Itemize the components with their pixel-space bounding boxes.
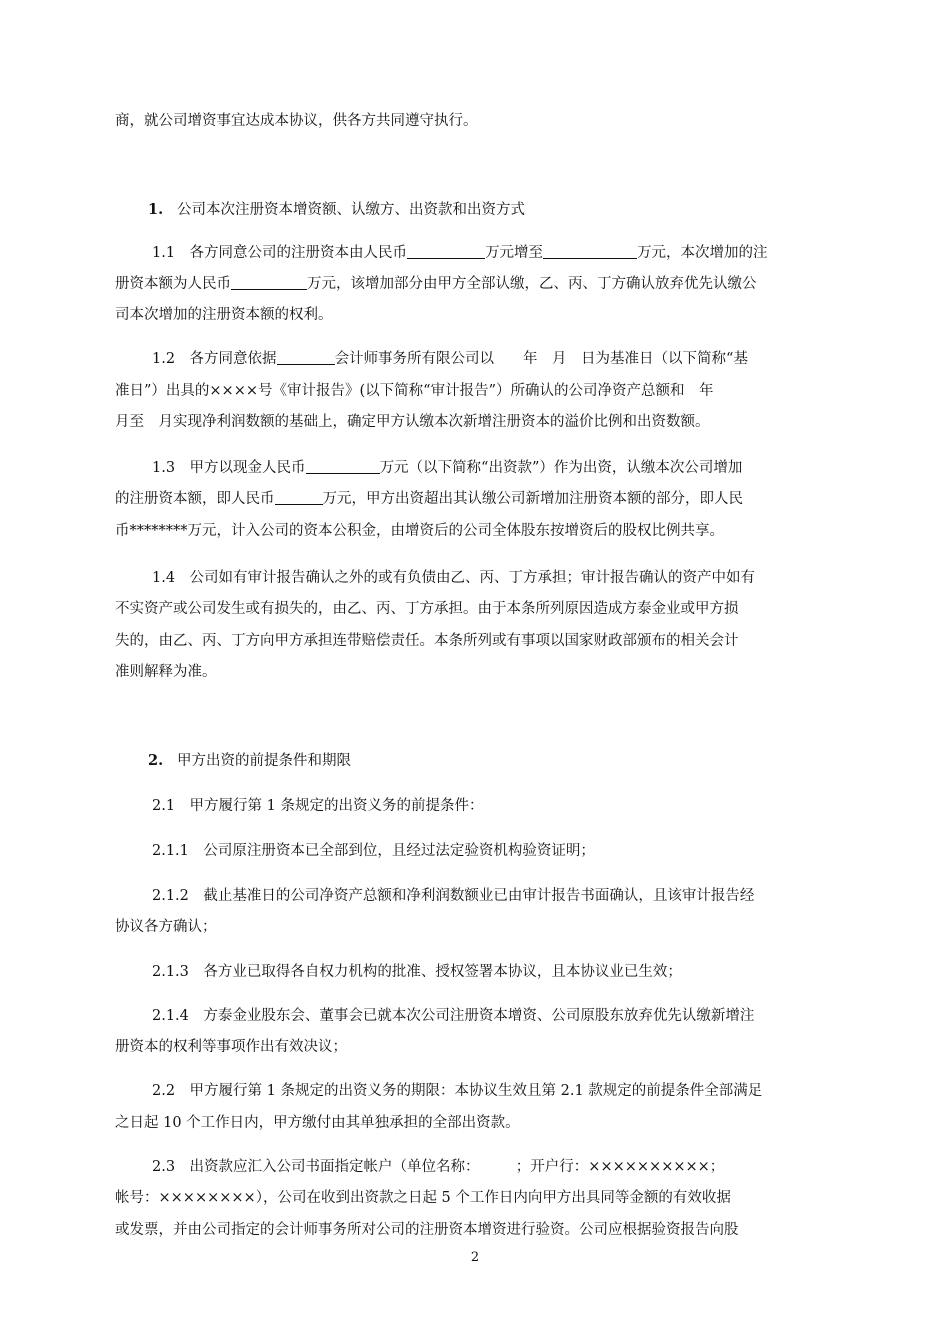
clause-1-1-line3: 司本次增加的注册资本额的权利。 — [115, 307, 333, 323]
blank-underline — [231, 275, 307, 290]
text-segment: 册资本额为人民币 — [115, 276, 231, 292]
clause-2-3-line3: 或发票，并由公司指定的会计师事务所对公司的注册资本增资进行验资。公司应根据验资报告向股 — [115, 1222, 739, 1238]
text-segment: 1.2 各方同意依据 — [152, 351, 277, 367]
section-2-number: 2. — [148, 752, 164, 769]
blank-underline — [277, 350, 335, 365]
text-segment: 万元增至 — [485, 245, 544, 261]
clause-2-1-2-line1: 2.1.2 截止基准日的公司净资产总额和净利润数额业已由审计报告书面确认，且该审计报告经 — [152, 888, 755, 904]
section-1-heading — [148, 200, 525, 220]
clause-2-1-1: 2.1.1 公司原注册资本已全部到位，且经过法定验资机构验资证明； — [152, 843, 595, 859]
clause-1-2-line3: 月至 月实现净利润数额的基础上，确定甲方认缴本次新增注册资本的溢价比例和出资数额。 — [115, 414, 710, 430]
clause-2-1-2-line2: 协议各方确认； — [115, 919, 217, 935]
text-segment: 1.3 甲方以现金人民币 — [152, 460, 306, 476]
blank-underline — [275, 490, 323, 505]
clause-1-4-line3: 失的，由乙、丙、丁方向甲方承担连带赔偿责任。本条所列或有事项以国家财政部颁布的相关会计 — [115, 633, 739, 649]
text-segment: 万元（以下简称“出资款”）作为出资，认缴本次公司增加 — [379, 460, 743, 476]
section-1-number: 1. — [148, 201, 164, 218]
clause-1-1-line1 — [152, 243, 768, 263]
clause-1-2-line2: 准日”）出具的××××号《审计报告》(以下简称“审计报告”）所确认的公司净资产总额和 年 — [115, 383, 714, 399]
clause-1-1-line2 — [115, 274, 757, 294]
text-segment: 万元，该增加部分由甲方全部认缴，乙、丙、丁方确认放弃优先认缴公 — [307, 276, 757, 292]
clause-2-2-line2: 之日起 10 个工作日内，甲方缴付由其单独承担的全部出资款。 — [115, 1115, 520, 1131]
clause-1-4-line4: 准则解释为准。 — [115, 664, 217, 680]
clause-1-3-line1 — [152, 458, 742, 478]
clause-2-3-line2: 帐号：××××××××），公司在收到出资款之日起 5 个工作日内向甲方出具同等金额的有效收据 — [115, 1190, 731, 1206]
blank-underline — [407, 244, 485, 259]
clause-1-3-line2 — [115, 489, 743, 509]
section-1-title: 公司本次注册资本增资额、认缴方、出资款和出资方式 — [176, 202, 525, 218]
text-segment: 万元，甲方出资超出其认缴公司新增加注册资本额的部分，即人民 — [322, 491, 743, 507]
clause-1-4-line1: 1.4 公司如有审计报告确认之外的或有负债由乙、丙、丁方承担；审计报告确认的资产中如有 — [152, 570, 756, 586]
intro-tail: 商，就公司增资事宜达成本协议，供各方共同遵守执行。 — [115, 113, 478, 129]
clause-2-2-line1: 2.2 甲方履行第 1 条规定的出资义务的期限：本协议生效且第 2.1 款规定的前提条件全部满足 — [152, 1083, 763, 1099]
page-number: 2 — [470, 1250, 480, 1265]
text-segment: 万元，本次增加的注 — [637, 245, 768, 261]
clause-1-2-line1 — [152, 349, 748, 369]
clause-2-1-4-line1: 2.1.4 方泰金业股东会、董事会已就本次公司注册资本增资、公司原股东放弃优先认缴新增注 — [152, 1008, 755, 1024]
clause-1-4-line2: 不实资产或公司发生或有损失的，由乙、丙、丁方承担。由于本条所列原因造成方泰金业或甲方损 — [115, 601, 739, 617]
clause-1-3-line3: 币********万元，计入公司的资本公积金，由增资后的公司全体股东按增资后的股权比例共享。 — [115, 523, 724, 539]
document-page — [115, 0, 837, 1344]
text-segment: 会计师事务所有限公司以 年 月 日为基准日（以下简称“基 — [334, 351, 748, 367]
clause-2-3-line1: 2.3 出资款应汇入公司书面指定帐户（单位名称： ；开户行：××××××××××； — [152, 1159, 725, 1175]
section-2-heading — [148, 751, 351, 771]
blank-underline — [543, 244, 637, 259]
clause-2-1-3: 2.1.3 各方业已取得各自权力机构的批准、授权签署本协议，且本协议业已生效； — [152, 964, 682, 980]
section-2-title: 甲方出资的前提条件和期限 — [176, 753, 351, 769]
clause-2-1-4-line2: 册资本的权利等事项作出有效决议； — [115, 1039, 347, 1055]
text-segment: 的注册资本额，即人民币 — [115, 491, 275, 507]
blank-underline — [306, 459, 380, 474]
text-segment: 1.1 各方同意公司的注册资本由人民币 — [152, 245, 408, 261]
clause-2-1: 2.1 甲方履行第 1 条规定的出资义务的前提条件： — [152, 798, 484, 814]
